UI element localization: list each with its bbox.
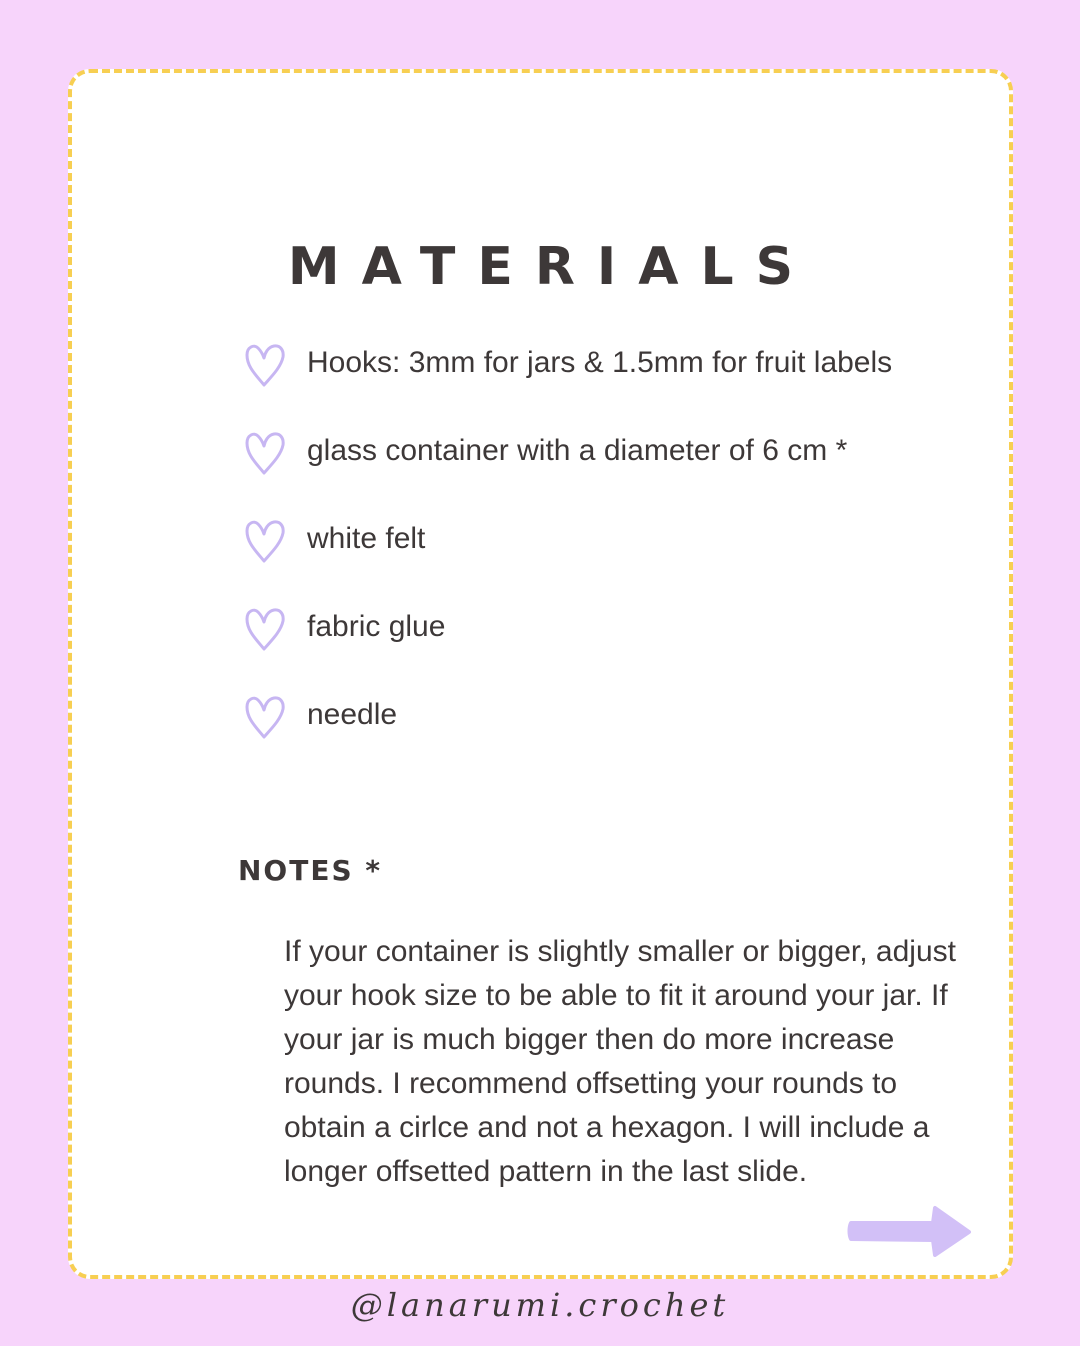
- heart-outline-icon: [242, 517, 288, 565]
- notes-body: If your container is slightly smaller or bigger, adjust your hook size to be able to fit it around your jar. If your jar is much bigger then do more increase rounds. I recommend offsetting your rounds to obtain a cirlce and not a hexagon. I will include a longer offsetted pattern in the last slide.: [284, 935, 956, 1188]
- heart-outline-icon: [242, 605, 288, 653]
- list-item: [242, 423, 892, 511]
- materials-list: [242, 335, 892, 775]
- material-label: Hooks: 3mm for jars & 1.5mm for fruit labels: [307, 346, 893, 379]
- list-item: [242, 599, 892, 687]
- page-title: MATERIALS: [287, 237, 816, 297]
- notes-heading: NOTES *: [238, 854, 383, 887]
- material-label: white felt: [307, 522, 426, 555]
- list-item: [242, 687, 892, 775]
- heart-outline-icon: [242, 693, 288, 741]
- arrow-right-icon[interactable]: [845, 1205, 973, 1259]
- material-label: fabric glue: [307, 610, 446, 643]
- list-item: [242, 335, 892, 423]
- list-item: [242, 511, 892, 599]
- author-handle: @lanarumi.crochet: [350, 1286, 730, 1324]
- heart-outline-icon: [242, 429, 288, 477]
- material-label: needle: [307, 698, 398, 731]
- heart-outline-icon: [242, 341, 288, 389]
- material-label: glass container with a diameter of 6 cm *: [307, 434, 848, 467]
- materials-card: [68, 69, 1013, 1279]
